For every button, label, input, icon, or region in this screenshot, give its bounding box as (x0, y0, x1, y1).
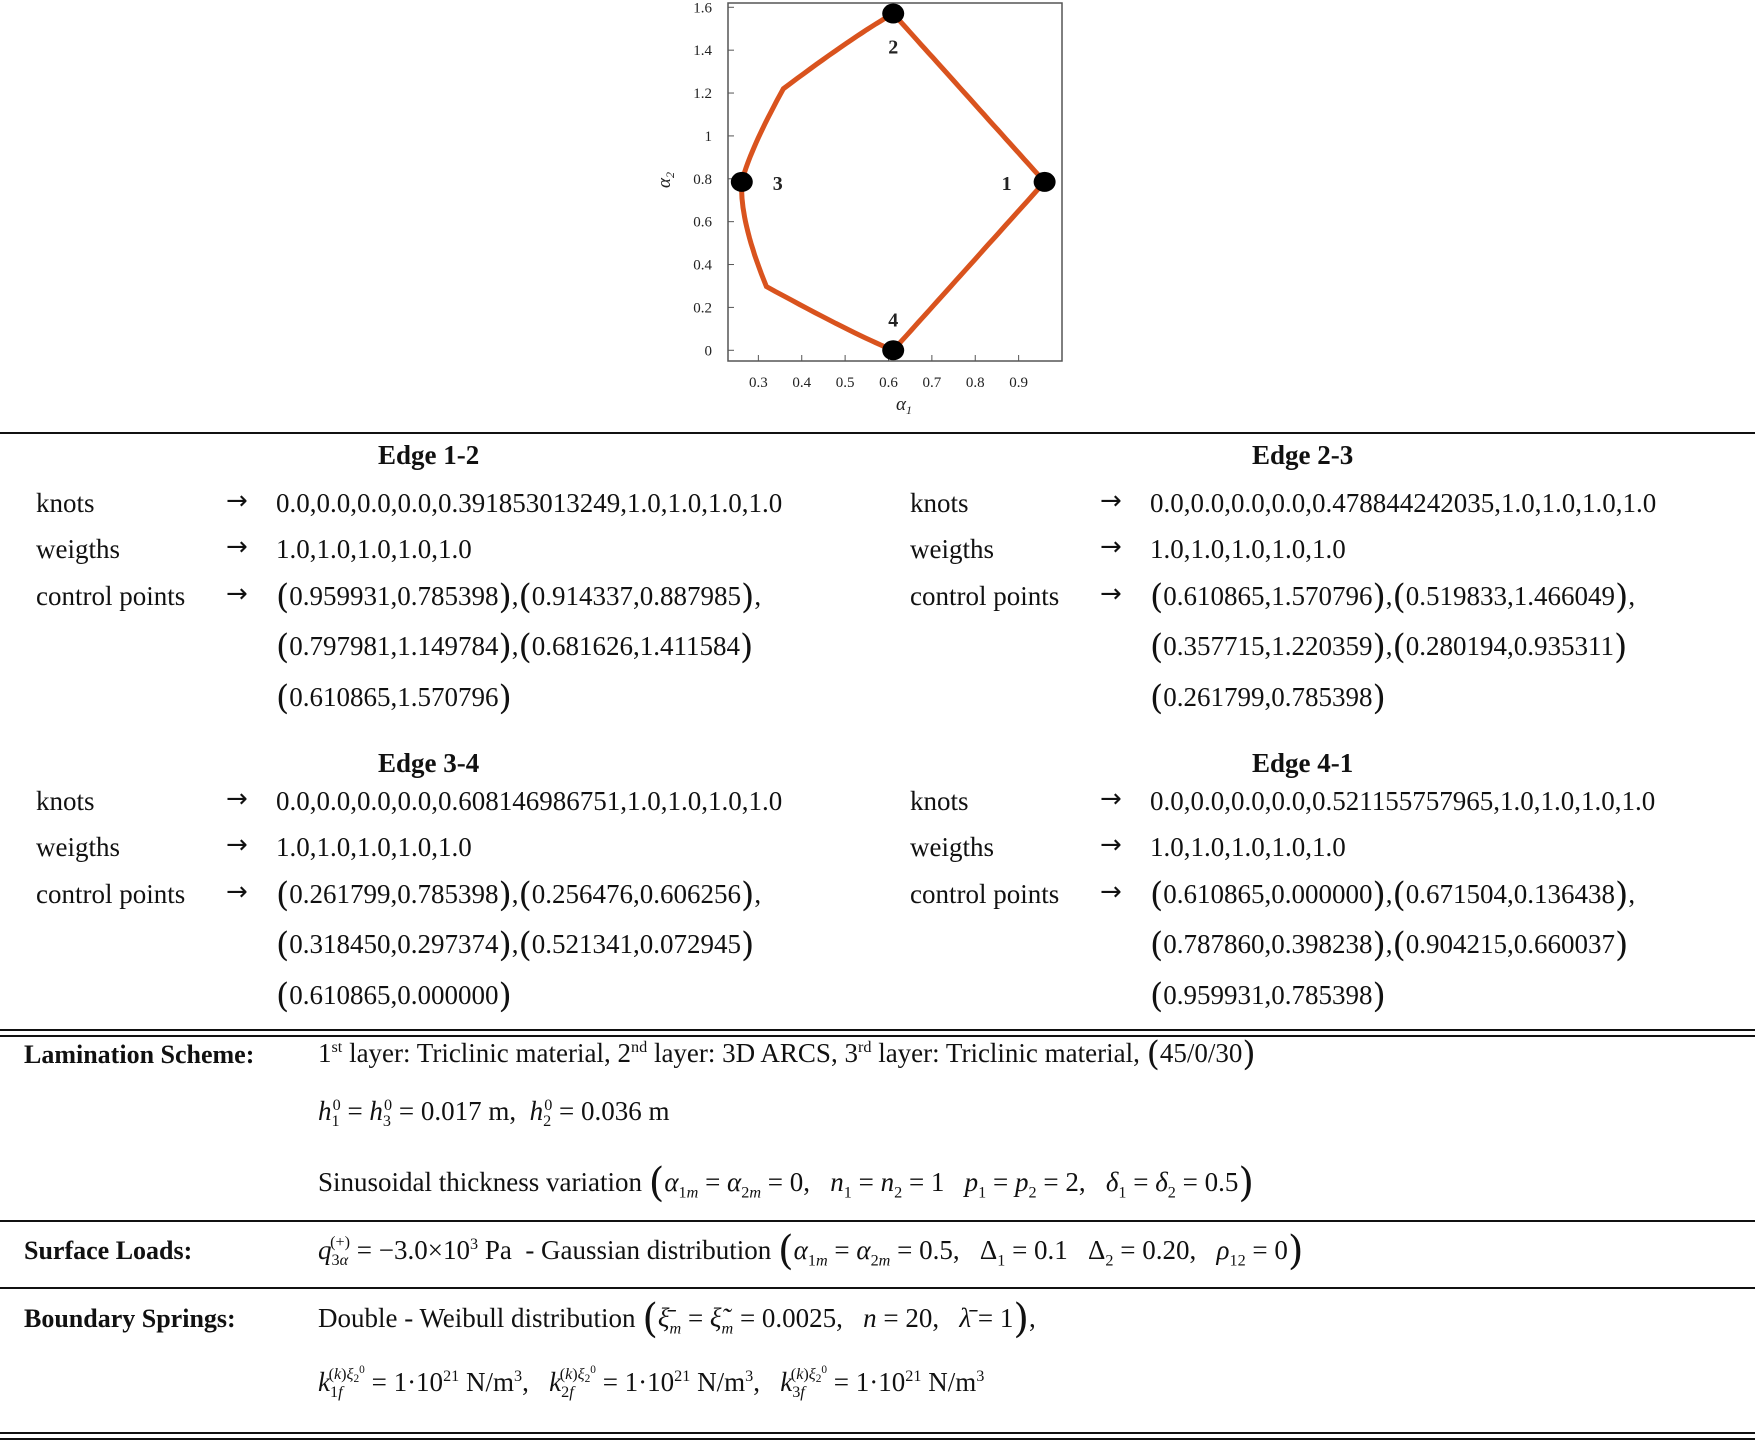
boundary-nodes (731, 4, 1056, 361)
arrow-icon: → (1100, 532, 1122, 562)
x-axis-title: $\alpha_1$ (896, 394, 912, 417)
lamination-label: Lamination Scheme: (24, 1040, 255, 1069)
edge-3-4-block (36, 748, 906, 1048)
cp-label: control points (36, 581, 186, 611)
edge-title: Edge 2-3 (1252, 440, 1354, 470)
knots-value: 0.0,0.0,0.0,0.0,0.391853013249,1.0,1.0,1.0,1.0 (276, 488, 783, 518)
rule-bottom-2 (0, 1438, 1755, 1440)
x-tick-label: 0.6 (879, 375, 898, 391)
y-tick-label: 1 (704, 128, 712, 145)
control-point: 0.256476,0.606256 (531, 879, 742, 909)
shape-chart (640, 0, 1110, 425)
lamination-angles: 45/0/30 (1159, 1038, 1243, 1068)
y-tick-label: 0.2 (693, 300, 712, 317)
x-tick-label: 0.9 (1009, 375, 1028, 391)
control-point: 0.280194,0.935311 (1405, 631, 1615, 661)
arrow-icon: → (1100, 830, 1122, 860)
control-point: 0.261799,0.785398 (289, 879, 499, 909)
y-axis-title: $\alpha_2$ (654, 172, 677, 188)
cp-line-3: (0.610865,0.000000) (276, 976, 512, 1016)
cp-label: control points (910, 879, 1060, 909)
weights-label: weigths (36, 534, 120, 564)
control-point: 0.318450,0.297374 (289, 929, 499, 959)
knots-label: knots (36, 786, 95, 816)
node-marker-3 (731, 172, 753, 192)
cp-line-1: (0.959931,0.785398),(0.914337,0.887985), (276, 577, 762, 617)
knots-label: knots (910, 488, 969, 518)
y-tick-label: 0.6 (693, 214, 712, 231)
x-tick-label: 0.5 (835, 375, 855, 391)
control-point: 0.519833,1.466049 (1405, 581, 1616, 611)
springs-label: Boundary Springs: (24, 1304, 236, 1333)
node-label-1: 1 (1001, 172, 1012, 195)
lamination-thickness: $h_1^0 = h_3^0 = 0.017$ m, $h_2^0 = 0.036$ m (318, 1096, 670, 1130)
cp-line-3: (0.610865,1.570796) (276, 678, 512, 718)
y-tick-label: 0.4 (693, 257, 712, 274)
springs-distribution: Double - Weibull distribution ($\xī_m$ = $\xĩ_m = 0.0025$, n = 20, λ̄ = 1), (318, 1296, 1036, 1342)
weights-label: weigths (910, 534, 994, 564)
control-point: 0.959931,0.785398 (289, 581, 499, 611)
knots-label: knots (910, 786, 969, 816)
lamination-variation: Sinusoidal thickness variation ($\alpha_{1m} = \alpha_{2m} = 0$, $n_1 = n_2 = 1$ $p_1 = p_2 = 2$, $\delta_1 = \delta_2 = 0.5$) (318, 1160, 1254, 1206)
control-point: 0.904215,0.660037 (1405, 929, 1616, 959)
weights-value: 1.0,1.0,1.0,1.0,1.0 (276, 534, 472, 564)
control-point: 0.521341,0.072945 (531, 929, 742, 959)
x-tick-label: 0.3 (748, 375, 768, 391)
knots-value: 0.0,0.0,0.0,0.0,0.478844242035,1.0,1.0,1.0,1.0 (1150, 488, 1657, 518)
cp-label: control points (910, 581, 1060, 611)
cp-line-3: (0.261799,0.785398) (1150, 678, 1386, 718)
arrow-icon: → (1100, 877, 1122, 907)
node-label-2: 2 (888, 36, 899, 59)
edge-title: Edge 1-2 (378, 440, 480, 470)
edge-title: Edge 4-1 (1252, 748, 1354, 778)
cp-line-2: (0.787860,0.398238),(0.904215,0.660037) (1150, 925, 1629, 965)
arrow-icon: → (1100, 486, 1122, 516)
cp-line-2: (0.357715,1.220359),(0.280194,0.935311) (1150, 627, 1628, 667)
node-label-3: 3 (772, 172, 783, 195)
node-marker-2 (882, 4, 904, 24)
knots-value: 0.0,0.0,0.0,0.0,0.521155757965,1.0,1.0,1.0,1.0 (1150, 786, 1656, 816)
springs-stiffness: $k_{1f}^{(k)\xi 2^0} = 1\cdot 10^{21}$ $N/m^3$, $k_{2f}^{(k)\xi 2^0} = 1\cdot 10^{21}$ $N/m^3$, $k_{3f}^{(k)\xi 2^0} = 1\cdot 10^{21}$ $N/m^3$ (318, 1364, 985, 1401)
x-tick-label: 0.4 (792, 375, 812, 391)
cp-line-2: (0.318450,0.297374),(0.521341,0.072945) (276, 925, 755, 965)
arrow-icon: → (1100, 579, 1122, 609)
surface-load-line: $q_{3\alpha}^{(+)} = -3.0\times 10^3$ Pa - Gaussian distribution ($\alpha_{1m} = \alpha_{2m} = 0.5$, $\Delta_1 = 0.1$ $\Delta_2 = 0.20$, $\rho_{12} = 0$) (318, 1228, 1304, 1274)
control-point: 0.681626,1.411584 (531, 631, 741, 661)
rule-springs (0, 1287, 1755, 1289)
arrow-icon: → (226, 784, 248, 814)
node-marker-4 (882, 340, 904, 360)
surface-label: Surface Loads: (24, 1236, 193, 1265)
control-point: 0.610865,0.000000 (1163, 879, 1373, 909)
rule-top (0, 432, 1755, 434)
x-tick-label: 0.8 (965, 375, 985, 391)
y-tick-label: 0.8 (693, 171, 712, 188)
cp-line-1: (0.261799,0.785398),(0.256476,0.606256), (276, 875, 762, 915)
arrow-icon: → (1100, 784, 1122, 814)
edge-2-3-block (910, 440, 1755, 740)
control-point: 0.261799,0.785398 (1163, 682, 1373, 712)
control-point: 0.610865,1.570796 (289, 682, 499, 712)
edge-title: Edge 3-4 (378, 748, 480, 778)
edge-4-1-block (910, 748, 1755, 1048)
control-point: 0.914337,0.887985 (531, 581, 742, 611)
weights-value: 1.0,1.0,1.0,1.0,1.0 (276, 832, 472, 862)
weights-label: weigths (36, 832, 120, 862)
node-marker-1 (1034, 172, 1056, 192)
y-tick-label: 0 (704, 343, 712, 360)
arrow-icon: → (226, 877, 248, 907)
arrow-icon: → (226, 830, 248, 860)
y-tick-label: 1.2 (693, 86, 712, 103)
y-tick-label: 1.4 (693, 43, 712, 60)
knots-value: 0.0,0.0,0.0,0.0,0.608146986751,1.0,1.0,1.0,1.0 (276, 786, 783, 816)
cp-line-1: (0.610865,0.000000),(0.671504,0.136438), (1150, 875, 1636, 915)
control-point: 0.959931,0.785398 (1163, 980, 1373, 1010)
y-tick-label: 1.6 (693, 0, 712, 17)
weights-label: weigths (910, 832, 994, 862)
edge-1-2-block (36, 440, 906, 740)
cp-line-2: (0.797981,1.149784),(0.681626,1.411584) (276, 627, 754, 667)
control-point: 0.610865,1.570796 (1163, 581, 1373, 611)
control-point: 0.671504,0.136438 (1405, 879, 1616, 909)
control-point: 0.357715,1.220359 (1163, 631, 1373, 661)
cp-line-1: (0.610865,1.570796),(0.519833,1.466049), (1150, 577, 1636, 617)
node-label-4: 4 (888, 309, 899, 332)
lamination-layers: 1st layer: Triclinic material, 2nd layer: 3D ARCS, 3rd layer: Triclinic material, (45/0/30) (318, 1034, 1256, 1074)
rule-bottom-1 (0, 1432, 1755, 1434)
weights-value: 1.0,1.0,1.0,1.0,1.0 (1150, 832, 1346, 862)
cp-label: control points (36, 879, 186, 909)
rule-double-1 (0, 1029, 1755, 1031)
control-point: 0.787860,0.398238 (1163, 929, 1373, 959)
knots-label: knots (36, 488, 95, 518)
domain-boundary-curve (742, 14, 1045, 351)
cp-line-3: (0.959931,0.785398) (1150, 976, 1386, 1016)
weights-value: 1.0,1.0,1.0,1.0,1.0 (1150, 534, 1346, 564)
arrow-icon: → (226, 579, 248, 609)
arrow-icon: → (226, 532, 248, 562)
arrow-icon: → (226, 486, 248, 516)
x-tick-label: 0.7 (922, 375, 942, 391)
rule-surface (0, 1220, 1755, 1222)
control-point: 0.610865,0.000000 (289, 980, 499, 1010)
control-point: 0.797981,1.149784 (289, 631, 499, 661)
